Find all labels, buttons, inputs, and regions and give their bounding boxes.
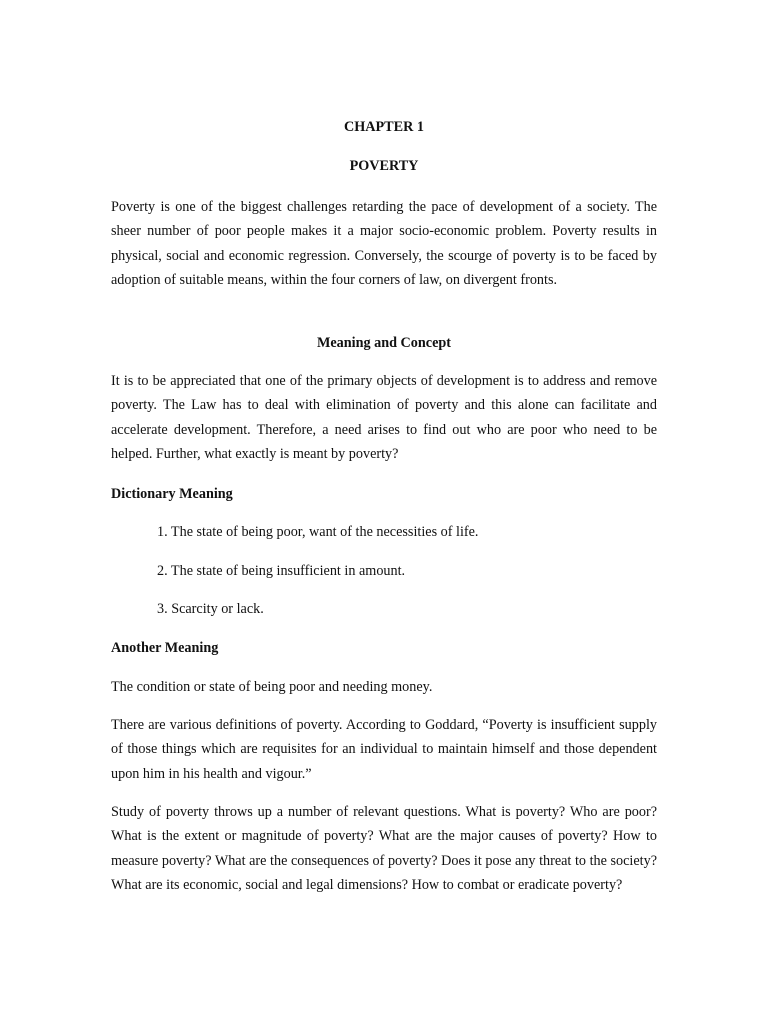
section-heading: Meaning and Concept (316, 335, 451, 351)
intro-paragraph: Poverty is one of the biggest challenges retarding the pace of development of a society. The sheer number of poor people makes it a major socio-economic problem. Poverty results in physical, social and economic regression. Conversely, the scourge of poverty is to be faced by adoption of suitable means, within the four corners of law, on divergent fronts. (111, 199, 657, 289)
chapter-label: CHAPTER 1 (343, 119, 424, 135)
another-meaning-text: The condition or state of being poor and needing money. (111, 679, 433, 695)
questions-paragraph: Study of poverty throws up a number of relevant questions. What is poverty? Who are poor? What is the extent or magnitude of poverty? What are the major causes of poverty? How to measure poverty? What are the consequences of poverty? Does it pose any threat to the society? What are its economic, social and legal dimensions? How to combat or eradicate poverty? (111, 804, 657, 894)
page-title: POVERTY (349, 158, 419, 174)
list-item: 3. Scarcity or lack. (157, 601, 264, 617)
list-item: 2. The state of being insufficient in amount. (157, 563, 406, 579)
concept-paragraph: It is to be appreciated that one of the primary objects of development is to address and remove poverty. The Law has to deal with elimination of poverty and this alone can facilitate and accelerate development. Therefore, a need arises to find out who are poor who need to be helped. Further, what exactly is meant by poverty? (111, 373, 657, 463)
list-item: 1. The state of being poor, want of the necessities of life. (157, 524, 479, 540)
dictionary-heading: Dictionary Meaning (111, 486, 233, 502)
another-heading: Another Meaning (111, 640, 219, 656)
definitions-paragraph: There are various definitions of poverty. According to Goddard, “Poverty is insufficient supply of those things which are requisites for an individual to maintain himself and those dependent upon him in his health and vigour.” (111, 717, 657, 782)
